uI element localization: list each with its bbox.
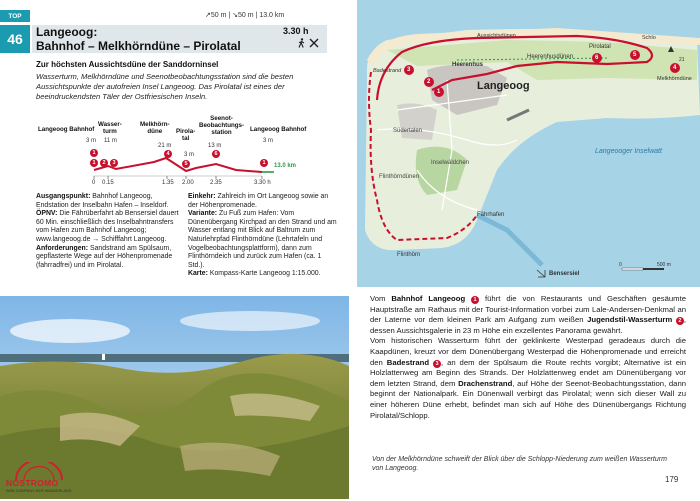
- oepnv-label: ÖPNV:: [36, 210, 58, 218]
- body-text-segment: führt die von Restaurants und Geschäften gesäumte Hauptstraße am Rathaus mit der Tourist-Information vorbei zum Lale-Andersen-Denkmal an der Laterne vor dem kleinen Park am Aufgang zum weißen: [370, 294, 686, 325]
- intro-text: Wasserturm, Melkhörndüne und Seenotbeobachtungsstation sind die besten Aussichtspunkte der autofreien Insel Langeoog. Das Pirolatal ist eines der beeindruckendsten Täler der Ostfriesischen Inseln.: [36, 72, 294, 101]
- tour-title-line2: Bahnhof – Melkhörndüne – Pirolatal: [36, 39, 241, 53]
- anforderungen-text: Sandstrand am Spülsaum, gepflasterte Wege auf der Höhenpromenade (fahrradfrei) und im Pirolatal.: [36, 244, 173, 269]
- profile-label-wasserturm: Wasser- turm: [98, 121, 122, 135]
- map-label-heerenhus: Heerenhus: [452, 62, 484, 68]
- profile-height-start: 3 m: [86, 138, 97, 144]
- variante-text: Zu Fuß zum Hafen: Vom Dünenübergang Kirchpad an den Strand und am Wasser entlang mit Blick auf Baltrum zum Naturlehrpfad Flinthörndüne (Lehrtafeln und Vogelbeobachtungsplattform), dann zum Flinthörndeich und zurück zum Hafen (ca. 1 Std.).: [188, 210, 337, 269]
- tour-title-line1: Langeoog:: [36, 25, 98, 39]
- map-marker-6: 6: [595, 55, 599, 61]
- body-marker-1: 1: [471, 296, 479, 304]
- map-label-aussichtsduenen: Aussichtsdünen: [477, 33, 516, 39]
- profile-marker-end: 1: [260, 159, 268, 167]
- info-column-right: [188, 193, 338, 279]
- map-scale-500: 500 m: [657, 262, 671, 268]
- map-marker-1: 1: [437, 89, 441, 95]
- body-marker-2: 2: [676, 317, 684, 325]
- page-number: 179: [665, 475, 679, 484]
- bike-icon: [309, 40, 319, 51]
- variante-label: Variante:: [188, 210, 218, 218]
- map-label-schlo: Schlo: [642, 35, 656, 41]
- tour-meta: ↗50 m | ↘50 m | 13.0 km: [205, 12, 285, 19]
- map-label-badestrand: Badestrand: [373, 68, 402, 74]
- profile-label-melkhoerndüne: Melkhörn- düne: [140, 121, 170, 135]
- body-text-segment: , auf Höhe der Seenot-Beobachtungsstation, dann beginnt der Nationalpark. Ein Dünenwall verbirgt das Pirolatal; wenn sich dieser Wall zu einer höheren Düne erhebt, befindet man sich auf Höhe des Dünenübergangs Richtung Pirolatal/Schlopp.: [370, 378, 686, 420]
- body-bold-bahnhof: Bahnhof Langeoog: [391, 294, 466, 303]
- profile-label-start: Langeoog Bahnhof: [38, 126, 95, 133]
- map-marker-2: 2: [427, 79, 431, 85]
- descent: ↘50 m: [232, 12, 254, 19]
- map-label-flinthoern: Flinthörn: [397, 252, 421, 258]
- map-label-flinthoernduenen: Flinthörndünen: [379, 174, 420, 180]
- profile-marker-1b: 1: [90, 159, 98, 167]
- einkehr-text: Zahlreich im Ort Langeoog sowie an der Höhenpromenade.: [188, 193, 329, 209]
- route-description: [370, 294, 686, 421]
- km-5: 3.30 h: [254, 180, 271, 186]
- map-marker-3: 3: [407, 67, 411, 73]
- map-scale-0: 0: [619, 262, 622, 268]
- km-3: 2.00: [182, 180, 194, 186]
- body-bold-badestrand: Badestrand: [386, 357, 430, 367]
- profile-marker-5: 5: [182, 160, 190, 168]
- profile-marker-4: 4: [164, 150, 172, 158]
- map-marker-5: 5: [633, 52, 637, 58]
- profile-height-wasserturm: 11 m: [104, 138, 117, 144]
- anforderungen-label: Anforderungen:: [36, 244, 89, 252]
- map-spot-height: 21: [679, 57, 685, 63]
- km-1: 0.15: [102, 180, 114, 186]
- karte-text: Kompass-Karte Langeoog 1:15.000.: [209, 270, 321, 278]
- body-bold-drachenstrand: Drachenstrand: [458, 378, 513, 388]
- body-text-segment: Vom: [370, 294, 392, 303]
- map-label-suedertalen: Südertalen: [393, 128, 423, 134]
- logo-subtitle: WEB COMPANY DER WANDERLAND: [6, 489, 72, 493]
- elevation-profile: [36, 115, 336, 190]
- profile-height-end: 3 m: [263, 138, 274, 144]
- map-label-inselwatt: Langeooger Inselwatt: [595, 148, 662, 155]
- profile-marker-6: 6: [212, 150, 220, 158]
- activity-icons: [297, 38, 319, 51]
- ascent: ↗50 m: [205, 12, 227, 19]
- profile-height-pirolatal: 3 m: [184, 152, 195, 158]
- body-text-segment: , an dem der Spülsaum die Route rechts vorgibt; Alternative ist ein Holzlattenweg am Beginn des Strands. Der Holzlattenweg endet am Dünenübergang vor dem letzten Strand, dem: [370, 357, 686, 388]
- logo-text: NOSTROMO: [6, 478, 59, 488]
- map-label-bensersiel: Bensersiel: [549, 271, 580, 277]
- einkehr-label: Einkehr:: [188, 193, 216, 200]
- info-column-left: [36, 193, 182, 270]
- km-0: 0: [92, 180, 96, 186]
- profile-label-end: Langeoog Bahnhof: [250, 126, 307, 133]
- map-label-pirolatal: Pirolatal: [589, 44, 611, 50]
- map-label-faehrhafen: Fährhafen: [477, 212, 505, 218]
- oepnv-text: Die Fährüberfahrt ab Bensersiel dauert 60 Min. einschließlich des Inselbahntransfers vom Hafen zum Bahnhof Langeoog; www.langeoog.de → Schifffahrt Langeoog.: [36, 210, 179, 243]
- km-2: 1.35: [162, 180, 174, 186]
- body-bold-wasserturm: Jugendstil-Wasserturm: [587, 315, 673, 325]
- profile-label-seenot: Seenot- Beobachtungs- station: [199, 115, 245, 136]
- map-marker-4: 4: [673, 65, 677, 71]
- tour-number-badge: 46: [0, 25, 30, 53]
- profile-marker-2: 2: [100, 159, 108, 167]
- map-label-heerenhusduenen: Heerenhusdünen: [527, 54, 574, 60]
- map-label-inselwaeldchen: Inselwäldchen: [431, 160, 470, 166]
- profile-label-pirolatal: Pirola- tal: [176, 128, 196, 142]
- body-text-segment: , dessen Aussichtsgalerie in 23 m Höhe ein exzellentes Panorama gewährt.: [370, 315, 686, 335]
- karte-label: Karte:: [188, 270, 208, 278]
- profile-marker-1: 1: [90, 149, 98, 157]
- profile-total-distance: 13.0 km: [274, 163, 297, 169]
- route-map: [357, 0, 700, 287]
- profile-marker-3: 3: [110, 159, 118, 167]
- km-4: 2.35: [210, 180, 222, 186]
- ausgangspunkt-label: Ausgangspunkt:: [36, 193, 91, 200]
- profile-height-melkhoern: 21 m: [158, 143, 172, 149]
- body-marker-3: 3: [433, 360, 441, 368]
- ausgangspunkt-text: Bahnhof Langeoog, Endstation der Inselbahn Hafen – Inseldorf.: [36, 193, 169, 209]
- distance: 13.0 km: [259, 12, 285, 19]
- intro-heading: Zur höchsten Aussichtsdüne der Sanddorninsel: [36, 60, 219, 69]
- tour-duration: 3.30 h: [283, 26, 309, 36]
- map-label-melkhoernduene: Melkhörndüne: [657, 76, 692, 82]
- body-text-segment: Vom historischen Wasserturm führt der geklinkerte Westerpad geradeaus durch die Kaapdünen, kreuzt vor dem Dünenübergang Westerpad die Höhenpromenade und erreicht den: [370, 336, 686, 367]
- walker-icon: [297, 40, 309, 51]
- profile-height-seenot: 13 m: [208, 143, 222, 149]
- photo-caption: Von der Melkhörndüne schweift der Blick über die Schlopp-Niederung zum weißen Wasserturm von Langeoog.: [372, 456, 667, 472]
- map-label-langeoog: Langeoog: [477, 80, 530, 92]
- top-badge: TOP: [0, 10, 30, 22]
